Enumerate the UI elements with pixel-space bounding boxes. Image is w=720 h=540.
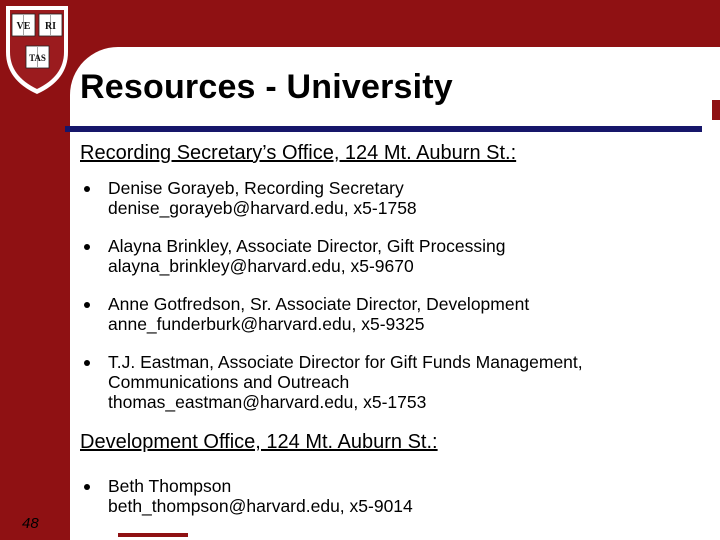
bottom-accent xyxy=(118,533,188,537)
bullet-icon xyxy=(84,484,90,490)
logo-text-ri: RI xyxy=(44,21,57,32)
section-heading-development-office: Development Office, 124 Mt. Auburn St.: xyxy=(80,431,438,453)
logo-text-ve: VE xyxy=(16,21,31,32)
contact-email: thomas_eastman@harvard.edu, x5-1753 xyxy=(108,392,427,412)
contact-email: beth_thompson@harvard.edu, x5-9014 xyxy=(108,496,413,516)
list-item xyxy=(80,178,583,218)
corner-accent xyxy=(712,100,720,120)
list-item xyxy=(80,294,583,334)
page-number: 48 xyxy=(22,515,39,532)
contact-email: anne_funderburk@harvard.edu, x5-9325 xyxy=(108,314,425,334)
title-rule xyxy=(65,126,702,132)
contact-name: Anne Gotfredson, Sr. Associate Director, Development xyxy=(108,294,530,314)
contact-name: Alayna Brinkley, Associate Director, Gift Processing xyxy=(108,236,506,256)
logo-text-tas: TAS xyxy=(29,53,46,63)
recording-secretary-list xyxy=(80,178,583,412)
harvard-shield-logo xyxy=(2,2,72,96)
contact-name: Denise Gorayeb, Recording Secretary xyxy=(108,178,404,198)
list-item xyxy=(80,236,583,276)
bullet-icon xyxy=(84,244,90,250)
contact-email: denise_gorayeb@harvard.edu, x5-1758 xyxy=(108,198,417,218)
development-office-list xyxy=(80,476,413,516)
contact-name-continued: Communications and Outreach xyxy=(108,372,350,392)
contact-name: Beth Thompson xyxy=(108,476,232,496)
bullet-icon xyxy=(84,360,90,366)
list-item xyxy=(80,476,413,516)
contact-email: alayna_brinkley@harvard.edu, x5-9670 xyxy=(108,256,414,276)
section-heading-recording-secretary: Recording Secretary’s Office, 124 Mt. Auburn St.: xyxy=(80,142,517,164)
contact-name: T.J. Eastman, Associate Director for Gift Funds Management, xyxy=(108,352,583,372)
bullet-icon xyxy=(84,302,90,308)
list-item xyxy=(80,352,583,412)
slide-title: Resources - University xyxy=(80,68,453,106)
bullet-icon xyxy=(84,186,90,192)
